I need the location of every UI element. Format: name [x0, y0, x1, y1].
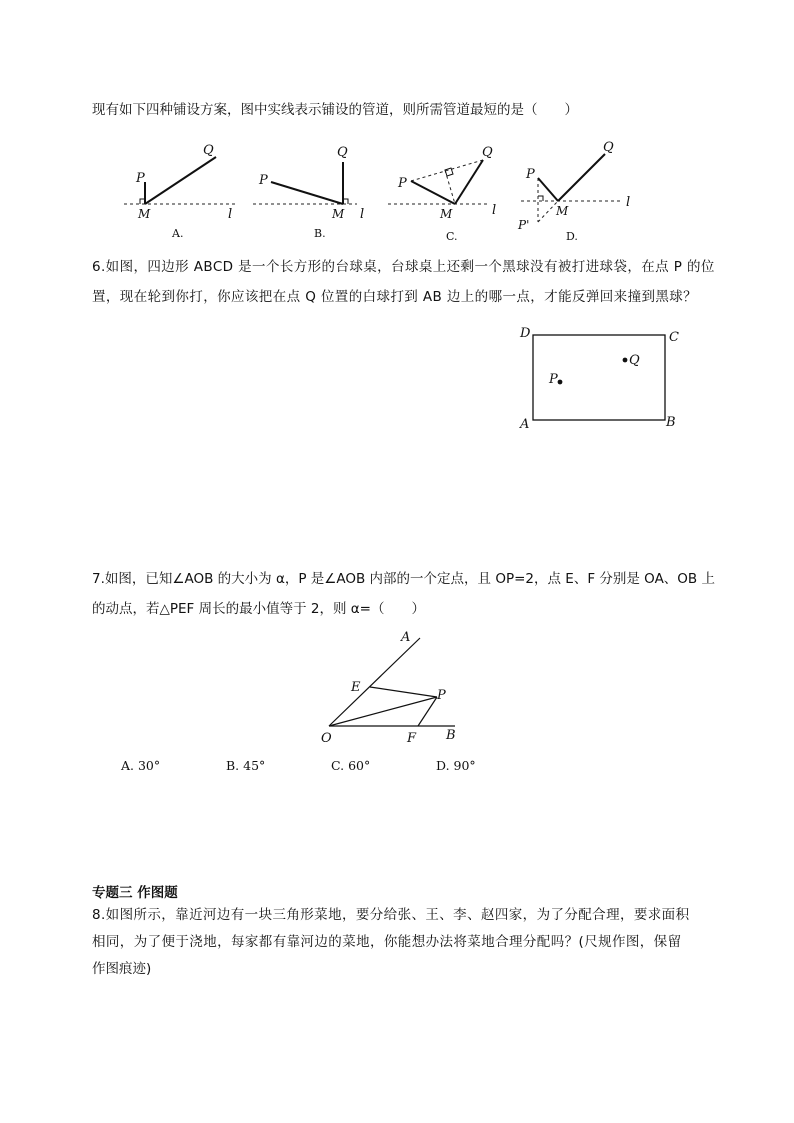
label-q: Q — [203, 143, 214, 158]
q7-choice-b: B. 45° — [226, 758, 266, 773]
segment-pp-m — [538, 201, 558, 222]
q8-line-2: 相同，为了便于浇地，每家都有靠河边的菜地，你能想办法将菜地合理分配吗？(尺规作图，保留 — [92, 934, 682, 950]
pipe-pm — [538, 178, 558, 201]
label-e: E — [351, 680, 361, 695]
right-angle-mark — [445, 168, 453, 176]
label-l: l — [492, 203, 497, 218]
label-a: A — [401, 630, 411, 645]
label-p: P — [437, 688, 446, 703]
point-q — [623, 358, 628, 363]
label-p-prime: P' — [518, 218, 530, 232]
q5-figure-c — [388, 145, 496, 243]
q5-figures — [0, 0, 794, 260]
label-l: l — [228, 207, 233, 222]
pipe-pm — [411, 181, 455, 204]
label-o: O — [321, 731, 332, 746]
q5-figure-b — [253, 145, 364, 240]
pipe-pm — [271, 182, 343, 204]
label-f: F — [407, 731, 417, 746]
caption-b: B. — [314, 227, 326, 240]
ray-oa — [329, 638, 420, 726]
label-d: D — [520, 326, 531, 341]
q7-line-2: 的动点，若△PEF 周长的最小值等于 2，则 α=（ ） — [92, 601, 425, 617]
label-m: M — [138, 207, 151, 221]
q7-line-1: 7.如图，已知∠AOB 的大小为 α，P 是∠AOB 内部的一个定点，且 OP=2，点 E、F 分别是 OA、OB 上 — [92, 571, 715, 587]
label-q: Q — [337, 145, 348, 160]
label-p: P — [136, 171, 145, 186]
q7-choice-d: D. 90° — [436, 758, 476, 773]
label-m: M — [440, 207, 453, 221]
pipe-mq — [558, 154, 605, 201]
q6-line-2: 置，现在轮到你打，你应该把在点 Q 位置的白球打到 AB 边上的哪一点，才能反弹回来撞到黑球？ — [92, 289, 698, 305]
label-m: M — [332, 207, 345, 221]
q8-line-1: 8.如图所示，靠近河边有一块三角形菜地，要分给张、王、李、赵四家，为了分配合理，要求面积 — [92, 907, 690, 923]
label-p: P — [549, 372, 558, 387]
pipe-mq — [145, 157, 216, 204]
label-b: B — [666, 415, 676, 430]
q6-figure — [510, 322, 690, 434]
q5-figure-d — [517, 140, 630, 243]
label-q: Q — [629, 353, 640, 368]
q7-choice-c: C. 60° — [331, 758, 371, 773]
caption-d: D. — [566, 230, 578, 243]
q6-line-1: 6.如图，四边形 ABCD 是一个长方形的台球桌，台球桌上还剩一个黑球没有被打进球袋，在点 P 的位 — [92, 259, 715, 275]
label-l: l — [626, 195, 631, 210]
q7-choice-a: A. 30° — [121, 758, 161, 773]
label-l: l — [360, 207, 365, 222]
label-p: P — [526, 167, 535, 182]
caption-c: C. — [446, 230, 458, 243]
label-q: Q — [603, 140, 614, 155]
q5-figure-a — [124, 143, 237, 240]
right-angle-mark — [538, 196, 543, 201]
section-heading: 专题三 作图题 — [92, 885, 178, 901]
caption-a: A. — [172, 227, 184, 240]
label-b: B — [446, 728, 456, 743]
point-p — [558, 380, 563, 385]
q8-line-3: 作图痕迹) — [92, 961, 152, 977]
label-q: Q — [482, 145, 493, 160]
label-a: A — [520, 417, 530, 432]
label-p: P — [259, 173, 268, 188]
segment-ep — [370, 687, 437, 697]
q7-figure — [310, 625, 480, 750]
label-m: M — [556, 204, 569, 218]
label-p: P — [398, 176, 407, 191]
label-c: C — [669, 330, 679, 345]
q5-text: 现有如下四种铺设方案，图中实线表示铺设的管道，则所需管道最短的是（ ） — [92, 102, 578, 118]
